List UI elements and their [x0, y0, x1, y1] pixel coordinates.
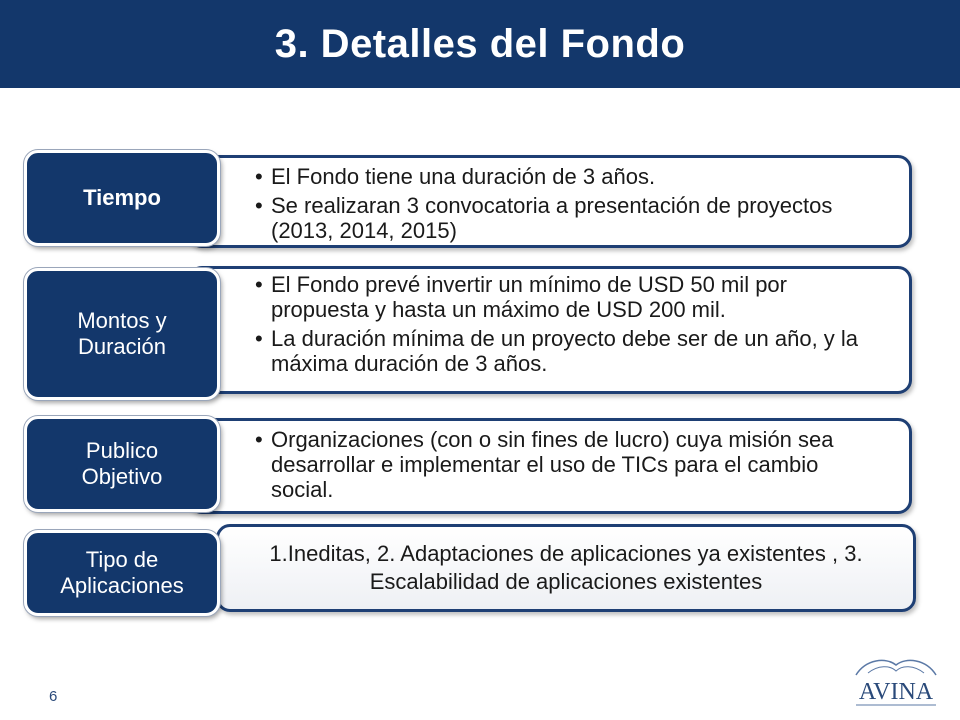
montos-label: Montos y Duración — [77, 308, 167, 359]
montos-content-box — [188, 266, 912, 394]
publico-content-box — [188, 418, 912, 514]
tiempo-content-box — [188, 155, 912, 248]
tipo-text: 1.Ineditas, 2. Adaptaciones de aplicaciones ya existentes , 3. Escalabilidad de aplicaciones existentes — [269, 541, 863, 594]
tiempo-bullet: • El Fondo tiene una duración de 3 años. — [255, 164, 855, 189]
slide-title: 3. Detalles del Fondo — [274, 21, 686, 66]
tipo-label: Tipo de Aplicaciones — [60, 547, 184, 598]
avina-logo — [846, 655, 946, 711]
page-number: 6 — [49, 688, 58, 705]
tipo-tag — [24, 530, 220, 616]
publico-bullet: • Organizaciones (con o sin fines de lucro) cuya misión sea desarrollar e implementar el uso de TICs para el cambio social. — [255, 427, 845, 502]
montos-tag — [24, 268, 220, 400]
tipo-content-box — [216, 524, 916, 612]
logo-text: AVINA — [858, 679, 934, 705]
tiempo-label: Tiempo — [83, 185, 161, 210]
montos-bullet: • El Fondo prevé invertir un mínimo de USD 50 mil por propuesta y hasta un máximo de USD 200 mil. — [255, 272, 870, 322]
publico-tag — [24, 416, 220, 512]
publico-label: Publico Objetivo — [81, 438, 163, 489]
tiempo-bullet: • Se realizaran 3 convocatoria a presentación de proyectos (2013, 2014, 2015) — [255, 193, 855, 243]
title-bar — [0, 0, 960, 88]
montos-bullet: • La duración mínima de un proyecto debe ser de un año, y la máxima duración de 3 años. — [255, 326, 870, 376]
tiempo-tag — [24, 150, 220, 246]
avina-logo-icon — [846, 655, 946, 711]
